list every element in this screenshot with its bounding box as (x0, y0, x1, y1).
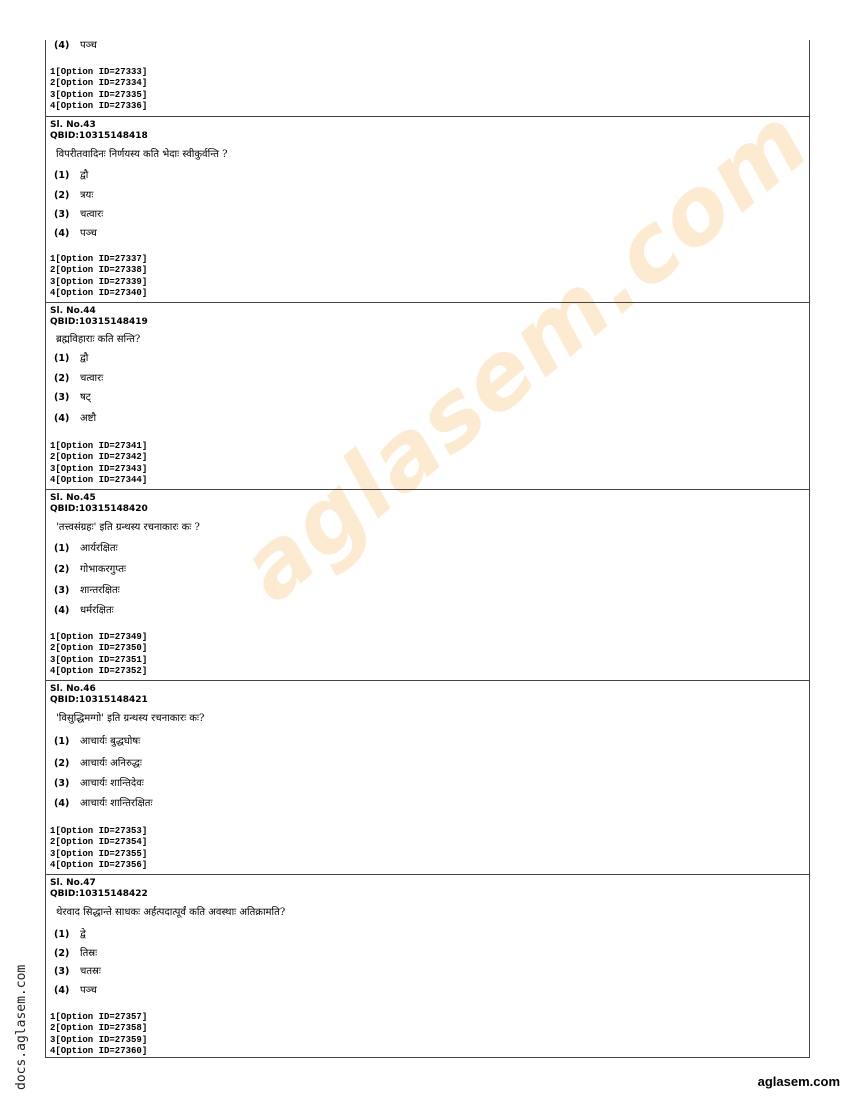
question-47 (46, 874, 809, 1059)
question-text: विपरीतवादिनः निर्णयस्य कति भेदाः स्वीकुर्वन्ति ? (56, 149, 228, 160)
serial-number: Sl. No.47 (50, 878, 96, 888)
qbid: QBID:10315148419 (50, 317, 148, 327)
option-id-list: 1[Option ID=27353] 2[Option ID=27354] 3[Option ID=27355] 4[Option ID=27356] (50, 826, 148, 870)
option-2: (2) चत्वारः (54, 373, 104, 384)
question-text: 'विसुद्धिमग्गो' इति ग्रन्थस्य रचनाकारः कः? (56, 713, 205, 724)
qbid: QBID:10315148421 (50, 695, 148, 705)
option-1: (1) आचार्यः बुद्धघोषः (54, 736, 141, 747)
question-45 (46, 489, 809, 681)
option-id-list: 1[Option ID=27341] 2[Option ID=27342] 3[Option ID=27343] 4[Option ID=27344] (50, 441, 148, 485)
serial-number: Sl. No.46 (50, 684, 96, 694)
side-url: docs.aglasem.com (14, 964, 29, 1090)
serial-number: Sl. No.44 (50, 306, 96, 316)
question-44 (46, 302, 809, 490)
option-3: (3) चत्वारः (54, 209, 104, 220)
option-3: (3) शान्तरक्षितः (54, 585, 120, 596)
option-2: (2) गोभाकरगुप्तः (54, 564, 127, 575)
option-4: (4) पञ्च (54, 40, 97, 51)
qbid: QBID:10315148418 (50, 131, 148, 141)
option-id-list: 1[Option ID=27337] 2[Option ID=27338] 3[Option ID=27339] 4[Option ID=27340] (50, 254, 148, 298)
serial-number: Sl. No.45 (50, 493, 96, 503)
option-1: (1) द्वौ (54, 170, 89, 181)
question-43 (46, 116, 809, 303)
option-2: (2) त्रयः (54, 190, 94, 201)
question-46 (46, 680, 809, 875)
option-4: (4) आचार्यः शान्तिरक्षितः (54, 798, 153, 809)
qbid: QBID:10315148422 (50, 889, 148, 899)
option-id-list: 1[Option ID=27333] 2[Option ID=27334] 3[Option ID=27335] 4[Option ID=27336] (50, 67, 148, 111)
option-4: (4) धर्मरक्षितः (54, 605, 114, 616)
question-42-tail (46, 40, 809, 116)
question-paper (45, 40, 810, 1058)
option-3: (3) षट् (54, 392, 91, 403)
qbid: QBID:10315148420 (50, 504, 148, 514)
question-text: 'तत्त्वसंग्रहः' इति ग्रन्थस्य रचनाकारः कः ? (56, 522, 200, 533)
option-1: (1) द्वे (54, 929, 86, 940)
option-2: (2) तिस्रः (54, 948, 98, 959)
option-3: (3) चतस्रः (54, 966, 101, 977)
question-text: ब्रह्मविहाराः कति सन्ति? (56, 334, 141, 345)
serial-number: Sl. No.43 (50, 120, 96, 130)
option-3: (3) आचार्यः शान्तिदेवः (54, 778, 144, 789)
option-id-list: 1[Option ID=27349] 2[Option ID=27350] 3[Option ID=27351] 4[Option ID=27352] (50, 632, 148, 676)
option-2: (2) आचार्यः अनिरुद्धः (54, 758, 142, 769)
option-id-list: 1[Option ID=27357] 2[Option ID=27358] 3[Option ID=27359] 4[Option ID=27360] (50, 1012, 148, 1056)
footer-brand: aglasem.com (757, 1074, 840, 1089)
option-4: (4) पञ्च (54, 985, 97, 996)
option-4: (4) अष्टौ (54, 413, 97, 424)
option-4: (4) पञ्च (54, 228, 97, 239)
question-text: थेरवाद सिद्धान्ते साधकः अर्हत्पदात्पूर्वं कति अवस्थाः अतिक्रामति? (56, 907, 286, 918)
option-1: (1) द्वौ (54, 353, 89, 364)
option-1: (1) आर्यरक्षितः (54, 543, 118, 554)
watermark: aglasem.com (220, 86, 829, 622)
